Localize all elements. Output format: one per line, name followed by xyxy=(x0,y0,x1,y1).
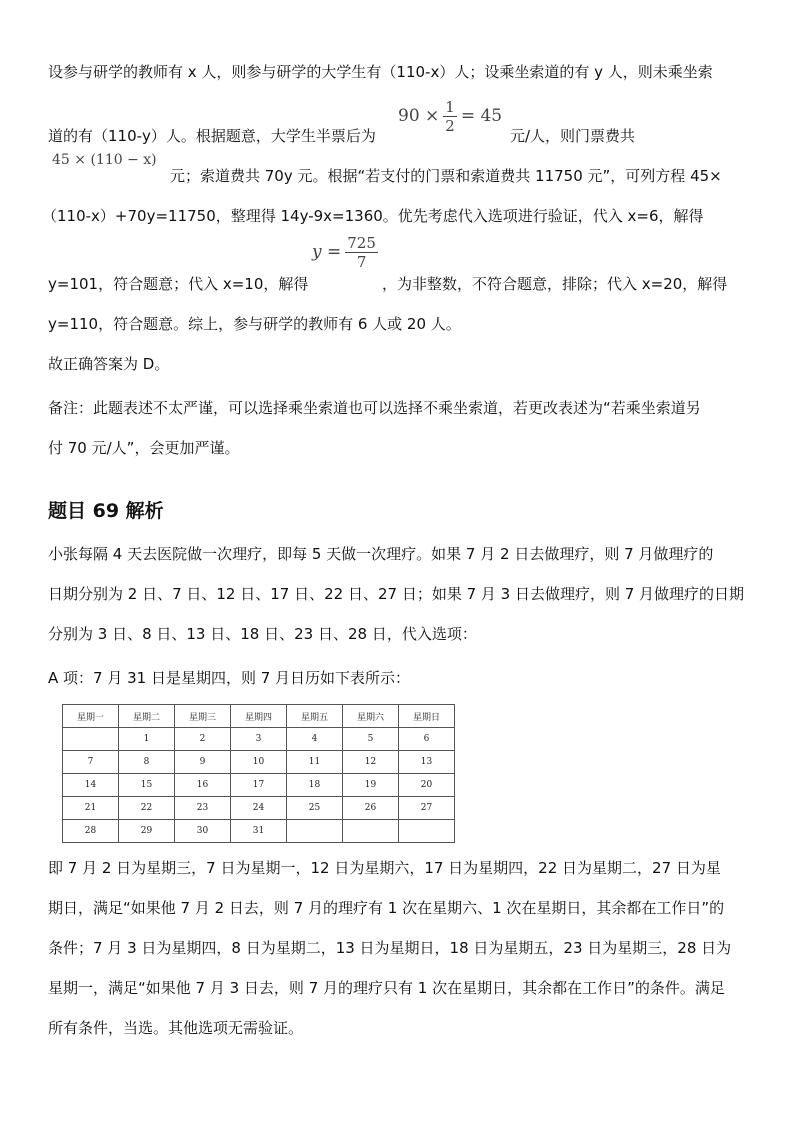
table-row xyxy=(63,797,455,820)
formula-lhs: 90 × xyxy=(398,106,440,126)
text-line: 星期一，满足“如果他 7 月 3 日去，则 7 月的理疗只有 1 次在星期日，其余都在工作日”的条件。满足 xyxy=(48,979,725,997)
text-line: 元/人，则门票费共 xyxy=(510,127,636,145)
header-cell: 星期四 xyxy=(231,705,287,728)
table-cell: 14 xyxy=(63,774,119,797)
section-heading: 题目 69 解析 xyxy=(48,500,164,522)
table-cell: 9 xyxy=(175,751,231,774)
table-cell xyxy=(343,820,399,843)
formula-y-value xyxy=(312,234,382,271)
text-line: （110-x）+70y=11750，整理得 14y-9x=1360。优先考虑代入选项进行验证，代入 x=6，解得 xyxy=(42,207,704,225)
header-cell: 星期日 xyxy=(399,705,455,728)
text-line: 日期分别为 2 日、7 日、12 日、17 日、22 日、27 日；如果 7 月 3 日去做理疗，则 7 月做理疗的日期 xyxy=(48,585,745,603)
text-line: 分别为 3 日、8 日、13 日、18 日、23 日、28 日，代入选项： xyxy=(48,625,477,643)
table-cell: 7 xyxy=(63,751,119,774)
table-cell: 21 xyxy=(63,797,119,820)
table-cell: 11 xyxy=(287,751,343,774)
table-cell: 3 xyxy=(231,728,287,751)
table-cell: 24 xyxy=(231,797,287,820)
text-line: A 项：7 月 31 日是星期四，则 7 月日历如下表所示： xyxy=(48,669,411,687)
table-cell: 30 xyxy=(175,820,231,843)
header-cell: 星期一 xyxy=(63,705,119,728)
text-line: y=101，符合题意；代入 x=10，解得 xyxy=(48,275,309,293)
text-line: 备注：此题表述不太严谨，可以选择乘坐索道也可以选择不乘坐索道，若更改表述为“若乘坐索道另 xyxy=(48,399,701,417)
fraction-denominator: 7 xyxy=(356,253,367,271)
table-cell: 29 xyxy=(119,820,175,843)
text-line: 道的有（110-y）人。根据题意，大学生半票后为 xyxy=(48,127,376,145)
table-cell: 5 xyxy=(343,728,399,751)
table-row xyxy=(63,774,455,797)
table-header-row xyxy=(63,705,455,728)
formula-rhs: = 45 xyxy=(460,106,503,126)
table-cell: 4 xyxy=(287,728,343,751)
table-cell xyxy=(399,820,455,843)
fraction-denominator: 2 xyxy=(445,117,455,135)
header-cell: 星期二 xyxy=(119,705,175,728)
table-cell xyxy=(287,820,343,843)
formula-half-price xyxy=(398,98,502,135)
fraction xyxy=(443,98,457,135)
table-cell: 23 xyxy=(175,797,231,820)
table-cell xyxy=(63,728,119,751)
header-cell: 星期三 xyxy=(175,705,231,728)
table-cell: 22 xyxy=(119,797,175,820)
july-calendar-table xyxy=(62,704,455,843)
fraction-numerator: 725 xyxy=(347,234,376,252)
text-line: 故正确答案为 D。 xyxy=(48,355,170,373)
formula-text: 45 × (110 − x) xyxy=(52,152,157,168)
fraction xyxy=(345,234,378,271)
table-cell: 19 xyxy=(343,774,399,797)
text-line: 小张每隔 4 天去医院做一次理疗，即每 5 天做一次理疗。如果 7 月 2 日去做理疗，则 7 月做理疗的 xyxy=(48,545,714,563)
table-cell: 17 xyxy=(231,774,287,797)
table-cell: 20 xyxy=(399,774,455,797)
table-cell: 27 xyxy=(399,797,455,820)
header-cell: 星期五 xyxy=(287,705,343,728)
table-cell: 10 xyxy=(231,751,287,774)
text-line: 付 70 元/人”，会更加严谨。 xyxy=(48,439,240,457)
fraction-numerator: 1 xyxy=(445,98,455,116)
formula-ticket-cost xyxy=(52,152,157,168)
table-cell: 25 xyxy=(287,797,343,820)
table-cell: 2 xyxy=(175,728,231,751)
text-line: 设参与研学的教师有 x 人，则参与研学的大学生有（110-x）人；设乘坐索道的有 y 人，则未乘坐索 xyxy=(48,63,713,81)
text-line: 条件；7 月 3 日为星期四，8 日为星期二，13 日为星期日，18 日为星期五，23 日为星期三，28 日为 xyxy=(48,939,732,957)
text-line: 即 7 月 2 日为星期三，7 日为星期一，12 日为星期六，17 日为星期四，22 日为星期二，27 日为星 xyxy=(48,859,721,877)
table-cell: 15 xyxy=(119,774,175,797)
text-line: 所有条件，当选。其他选项无需验证。 xyxy=(48,1019,304,1037)
table-cell: 31 xyxy=(231,820,287,843)
text-line: ，为非整数，不符合题意，排除；代入 x=20，解得 xyxy=(382,275,728,293)
table-cell: 13 xyxy=(399,751,455,774)
table-cell: 26 xyxy=(343,797,399,820)
table-row xyxy=(63,820,455,843)
text-line: 元；索道费共 70y 元。根据“若支付的门票和索道费共 11750 元”，可列方程 45× xyxy=(170,167,722,185)
table-cell: 12 xyxy=(343,751,399,774)
formula-lhs: y = xyxy=(312,242,342,262)
table-cell: 1 xyxy=(119,728,175,751)
table-cell: 6 xyxy=(399,728,455,751)
table-cell: 16 xyxy=(175,774,231,797)
table-cell: 18 xyxy=(287,774,343,797)
table-row xyxy=(63,751,455,774)
table-row xyxy=(63,728,455,751)
text-line: y=110，符合题意。综上，参与研学的教师有 6 人或 20 人。 xyxy=(48,315,461,333)
text-line: 期日，满足“如果他 7 月 2 日去，则 7 月的理疗有 1 次在星期六、1 次在星期日，其余都在工作日”的 xyxy=(48,899,725,917)
table-cell: 28 xyxy=(63,820,119,843)
table-cell: 8 xyxy=(119,751,175,774)
header-cell: 星期六 xyxy=(343,705,399,728)
